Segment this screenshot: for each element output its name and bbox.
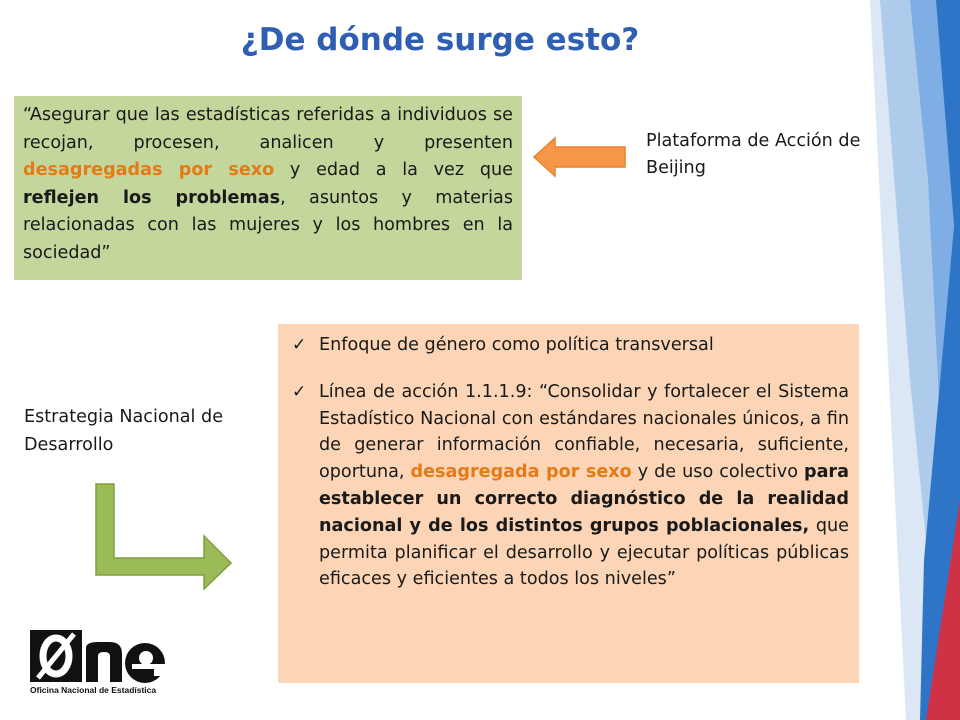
strategy-list xyxy=(292,332,849,593)
checkmark-icon: ✓ xyxy=(292,335,307,355)
one-logo xyxy=(30,628,170,698)
list-item-action-line xyxy=(292,379,849,593)
action-text-part3: que permita planificar el desarrollo y ejecutar políticas públicas eficaces y eficientes a todos los niveles” xyxy=(319,515,849,590)
action-highlight-diagnosis: para establecer un correcto diagnóstico de la realidad nacional y de los distintos grupos poblacionales, xyxy=(319,462,849,536)
logo-caption: Oficina Nacional de Estadística xyxy=(30,685,157,695)
quote-text-part2: y edad a la vez que xyxy=(274,160,513,180)
beijing-platform-label: Plataforma de Acción de Beijing xyxy=(646,131,861,178)
action-text-part2: y de uso colectivo xyxy=(631,462,804,483)
quote-highlight-disaggregated: desagregadas por sexo xyxy=(23,160,275,180)
bent-arrow-icon xyxy=(94,482,234,590)
action-text-part1: Línea de acción 1.1.1.9: “Consolidar y fortalecer el Sistema Estadístico Nacional con estándares nacionales únicos, a fin de generar información confiable, necesaria, suficiente, oportuna, xyxy=(319,381,849,483)
one-logo-mark xyxy=(30,628,170,684)
list-item-gender-focus xyxy=(292,332,849,359)
beijing-quote-box xyxy=(14,96,522,280)
strategy-list-box xyxy=(278,324,859,683)
quote-highlight-problems: reflejen los problemas xyxy=(23,187,281,208)
checkmark-icon: ✓ xyxy=(292,381,307,402)
left-arrow-icon xyxy=(532,136,628,178)
side-decoration xyxy=(870,0,960,720)
action-highlight-disaggregated: desagregada por sexo xyxy=(410,462,632,483)
list-item-text: Enfoque de género como política transversal xyxy=(319,335,714,355)
national-strategy-label: Estrategia Nacional de Desarrollo xyxy=(24,407,224,455)
quote-text-part3: , asuntos y materias relacionadas con las mujeres y los hombres en la sociedad” xyxy=(23,187,513,263)
page-title: ¿De dónde surge esto? xyxy=(240,22,640,58)
quote-text-part1: “Asegurar que las estadísticas referidas a individuos se recojan, procesen, analicen y presenten xyxy=(23,105,513,153)
